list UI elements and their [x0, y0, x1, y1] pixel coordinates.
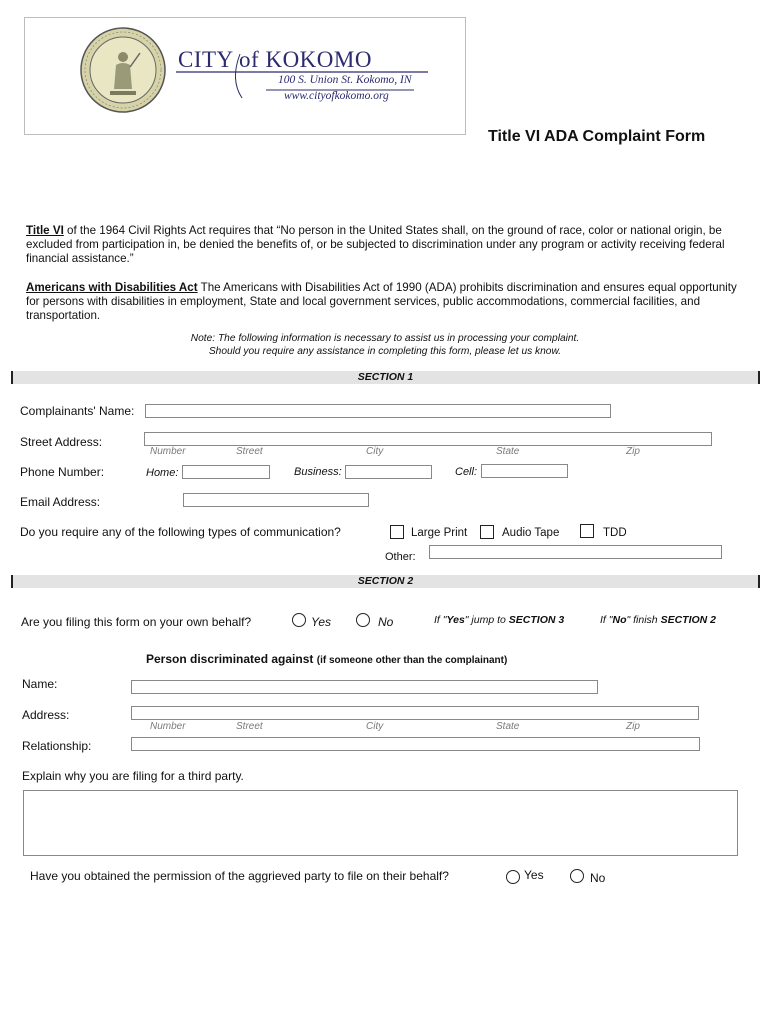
city-website[interactable]: www.cityofkokomo.org [284, 90, 389, 102]
address-input[interactable] [131, 706, 699, 720]
complainant-name-input[interactable] [145, 404, 611, 418]
permission-yes-label: Yes [524, 868, 544, 882]
name-input[interactable] [131, 680, 598, 694]
own-behalf-no-label: No [378, 615, 394, 629]
note-line-2: Should you require any assistance in completing this form, please let us know. [208, 346, 562, 357]
street-address-input[interactable] [144, 432, 712, 446]
business-phone-input[interactable] [345, 465, 432, 479]
permission-no-label: No [590, 871, 606, 885]
ada-term: Americans with Disabilities Act [26, 281, 198, 294]
address-hint-number: Number [150, 721, 186, 732]
title-vi-text: of the 1964 Civil Rights Act requires that “No person in the United States shall, on the ground of race, color or national origin, be excluded from participation in, be denied the benefits of, or be subjected to discrimination under any program or activity receiving federal financial assistance.” [26, 224, 725, 265]
hint-street: Street [236, 446, 263, 457]
own-behalf-yes-label: Yes [311, 615, 332, 629]
large-print-label: Large Print [411, 527, 468, 539]
audio-tape-checkbox[interactable] [480, 525, 494, 539]
explain-textarea[interactable] [23, 790, 738, 856]
hint-city: City [366, 446, 384, 457]
ada-text: The Americans with Disabilities Act of 1990 (ADA) prohibits discrimination and ensures equal opportunity for persons with disabilities in employment, State and local government services, public accommodations, commercial facilities, and transportation. [26, 281, 737, 322]
section-2-header: SECTION 2 [11, 575, 760, 588]
title-vi-paragraph [26, 224, 746, 266]
hint-zip: Zip [626, 446, 640, 457]
address-hint-state: State [496, 721, 520, 732]
address-label: Address: [22, 708, 70, 722]
home-label: Home: [146, 467, 179, 479]
email-input[interactable] [183, 493, 369, 507]
cell-phone-input[interactable] [481, 464, 568, 478]
hint-number: Number [150, 446, 186, 457]
permission-yes-radio[interactable] [506, 870, 520, 884]
explain-label: Explain why you are filing for a third party. [22, 769, 244, 783]
if-no-instruction: If "No" finish SECTION 2 [600, 614, 716, 626]
address-hint-city: City [366, 721, 384, 732]
relationship-input[interactable] [131, 737, 700, 751]
ada-paragraph [26, 281, 746, 323]
other-label: Other: [385, 551, 416, 563]
hint-state: State [496, 446, 520, 457]
street-address-label: Street Address: [20, 435, 103, 449]
complainant-name-label: Complainants' Name: [20, 404, 135, 418]
large-print-checkbox[interactable] [390, 525, 404, 539]
permission-no-radio[interactable] [570, 869, 584, 883]
tdd-label: TDD [603, 527, 627, 539]
cell-label: Cell: [455, 466, 478, 478]
name-label: Name: [22, 677, 58, 691]
person-discriminated-heading: Person discriminated against (if someone other than the complainant) [146, 652, 508, 666]
home-phone-input[interactable] [182, 465, 270, 479]
email-label: Email Address: [20, 495, 101, 509]
tdd-checkbox[interactable] [580, 524, 594, 538]
own-behalf-no-radio[interactable] [356, 613, 370, 627]
address-hint-zip: Zip [626, 721, 640, 732]
phone-label: Phone Number: [20, 465, 105, 479]
own-behalf-question: Are you filing this form on your own behalf? [21, 615, 252, 629]
own-behalf-yes-radio[interactable] [292, 613, 306, 627]
permission-question: Have you obtained the permission of the aggrieved party to file on their behalf? [30, 869, 449, 883]
communication-question: Do you require any of the following types of communication? [20, 525, 341, 539]
business-label: Business: [294, 466, 342, 478]
title-vi-term: Title VI [26, 224, 64, 237]
audio-tape-label: Audio Tape [502, 527, 560, 539]
address-hint-street: Street [236, 721, 263, 732]
section-1-header: SECTION 1 [11, 371, 760, 384]
city-address: 100 S. Union St. Kokomo, IN [278, 74, 412, 86]
relationship-label: Relationship: [22, 739, 92, 753]
if-yes-instruction: If "Yes" jump to SECTION 3 [434, 614, 565, 626]
city-name: CITY of KOKOMO [178, 47, 372, 72]
note-line-1: Note: The following information is necessary to assist us in processing your complaint. [190, 333, 580, 344]
other-communication-input[interactable] [429, 545, 722, 559]
form-title: Title VI ADA Complaint Form [488, 128, 706, 145]
city-seal-icon [80, 27, 166, 113]
